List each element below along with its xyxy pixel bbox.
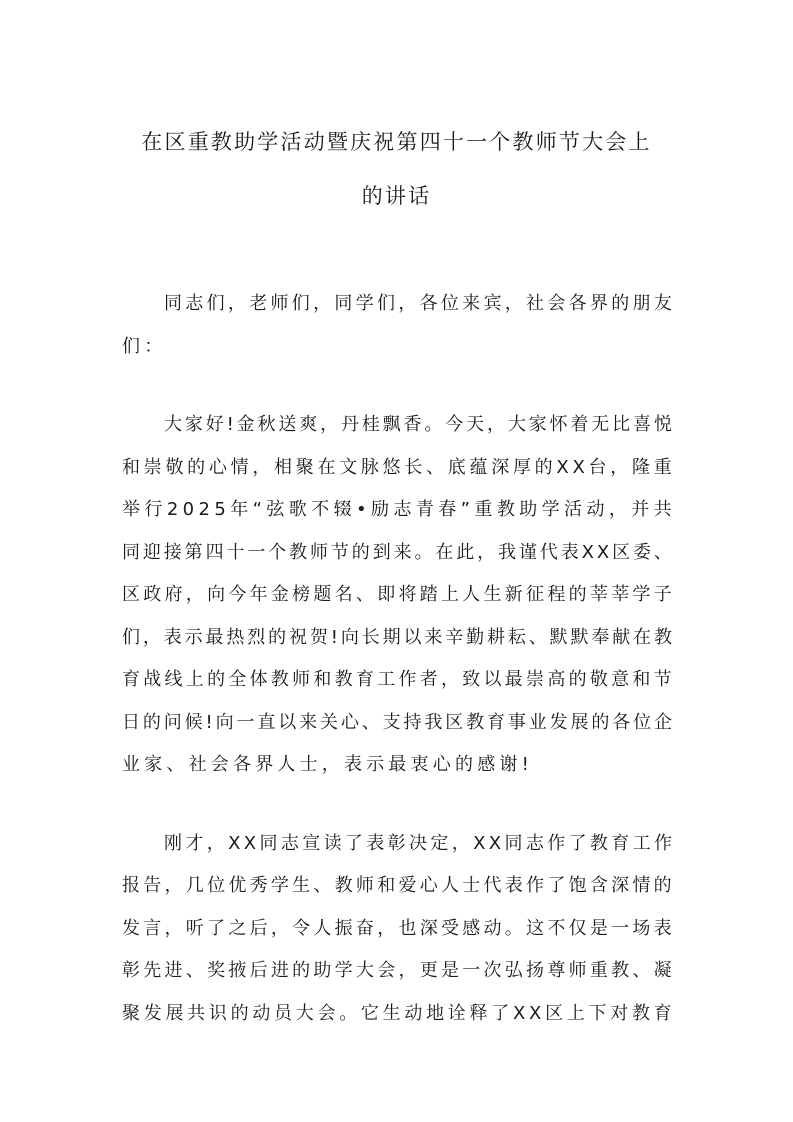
- text-line: 们：: [122, 336, 167, 357]
- text-line: 大 家 好 ! 金 秋 送 爽 ， 丹 桂 飘 香 。 今 天 ， 大 家 怀 着 无 比 喜 悦: [164, 414, 672, 435]
- text-line: 刚 才 ， X X 同 志 宣 读 了 表 彰 决 定 ， X X 同 志 作 了 教 育 工 作: [164, 833, 672, 854]
- document-title-line-2: 的讲话: [361, 184, 432, 208]
- text-line: 同 志 们 ， 老 师 们 ， 同 学 们 ， 各 位 来 宾 ， 社 会 各 界 的 朋 友: [164, 293, 672, 314]
- text-line: 彰 先 进 、 奖 掖 后 进 的 助 学 大 会 ， 更 是 一 次 弘 扬 尊 师 重 教 、 凝: [122, 960, 672, 981]
- text-line: 们 ， 表 示 最 热 烈 的 祝 贺 ! 向 长 期 以 来 辛 勤 耕 耘 、 默 默 奉 献 在 教: [122, 627, 672, 648]
- text-line: 日 的 问 候 ! 向 一 直 以 来 关 心 、 支 持 我 区 教 育 事 业 发 展 的 各 位 企: [122, 712, 672, 733]
- text-line: 区 政 府 ， 向 今 年 金 榜 题 名 、 即 将 踏 上 人 生 新 征 程 的 莘 莘 学 子: [122, 584, 672, 605]
- document-title-line-1: 在区重教助学活动暨庆祝第四十一个教师节大会上: [141, 130, 652, 154]
- text-line: 业家、社会各界人士，表示最衷心的感谢!: [122, 754, 534, 775]
- text-line: 报 告 ， 几 位 优 秀 学 生 、 教 师 和 爱 心 人 士 代 表 作 了 饱 含 深 情 的: [122, 875, 672, 896]
- text-line: 育 战 线 上 的 全 体 教 师 和 教 育 工 作 者 ， 致 以 最 崇 高 的 敬 意 和 节: [122, 669, 672, 690]
- text-line: 发 言 ， 听 了 之 后 ， 令 人 振 奋 ， 也 深 受 感 动 。 这 不 仅 是 一 场 表: [122, 918, 672, 939]
- text-line: 和 崇 敬 的 心 情 ， 相 聚 在 文 脉 悠 长 、 底 蕴 深 厚 的 X X 台 ， 隆 重: [122, 457, 672, 478]
- text-line: 举 行 2 0 2 5 年 “ 弦 歌 不 辍 • 励 志 青 春 ” 重 教 助 学 活 动 ， 并 共: [122, 499, 672, 520]
- text-line: 同 迎 接 第 四 十 一 个 教 师 节 的 到 来 。 在 此 ， 我 谨 代 表 X X 区 委 、: [122, 542, 672, 563]
- text-line: 聚 发 展 共 识 的 动 员 大 会 。 它 生 动 地 诠 释 了 X X 区 上 下 对 教 育: [122, 1003, 672, 1024]
